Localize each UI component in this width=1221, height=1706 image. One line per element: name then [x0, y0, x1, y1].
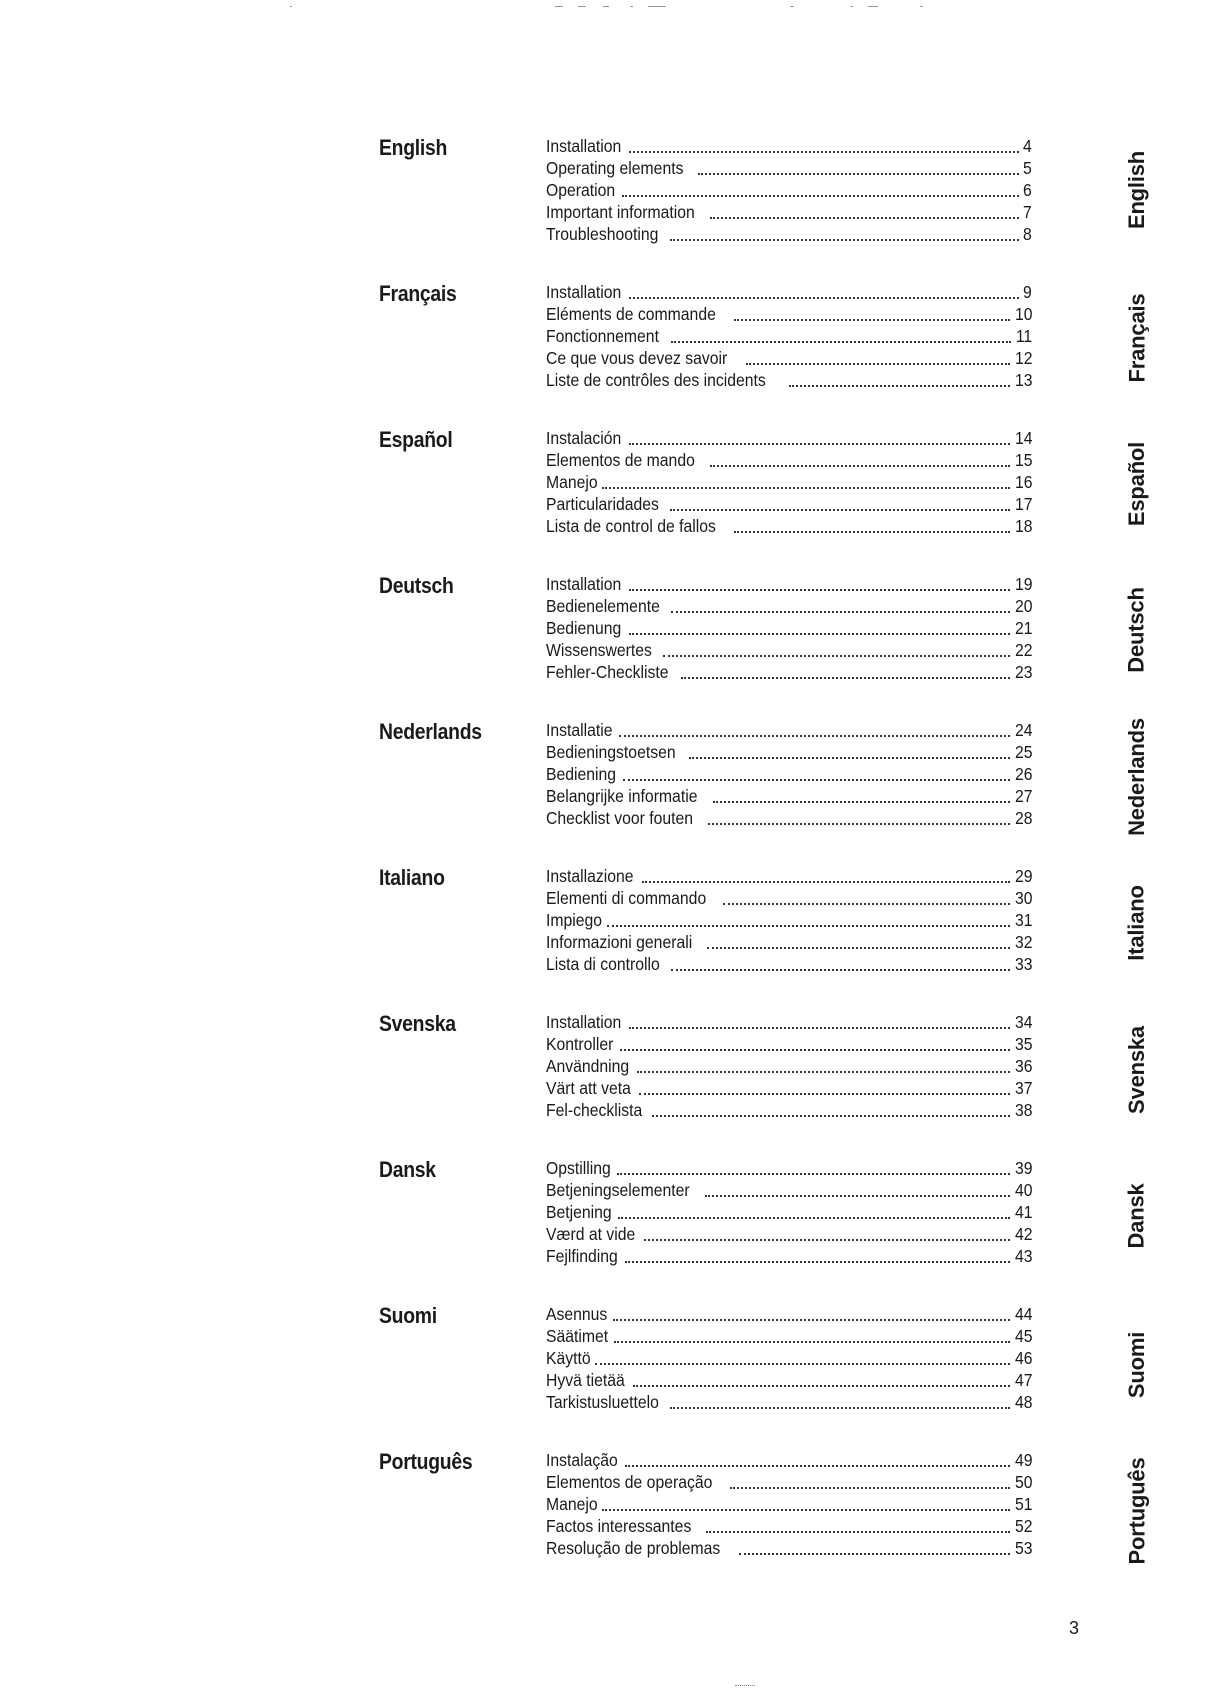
dot-leader — [602, 487, 1009, 489]
dot-leader — [637, 1071, 1009, 1073]
toc-entry[interactable] — [546, 1537, 1032, 1559]
toc-entry[interactable] — [546, 1471, 1032, 1493]
toc-entry[interactable] — [546, 179, 1032, 201]
toc-entry[interactable] — [546, 449, 1032, 471]
toc-entry-title: Elementi di commando — [546, 888, 707, 908]
dot-leader — [739, 1553, 1010, 1555]
language-heading: Suomi — [379, 1303, 437, 1328]
toc-entry-title: Important information — [546, 202, 695, 222]
toc-entry-page: 47 — [1014, 1370, 1032, 1390]
toc-entry-page: 15 — [1014, 450, 1032, 470]
toc-entry[interactable] — [546, 763, 1032, 785]
toc-entry-page: 5 — [1023, 158, 1032, 178]
toc-entry-title: Operation — [546, 180, 616, 200]
dot-leader — [707, 947, 1009, 949]
language-heading: Svenska — [379, 1011, 456, 1036]
toc-entry-title: Ce que vous devez savoir — [546, 348, 728, 368]
toc-entry-page: 20 — [1014, 596, 1032, 616]
toc-entry-page: 18 — [1014, 516, 1032, 536]
toc-entry[interactable] — [546, 1347, 1032, 1369]
language-section — [0, 719, 1221, 849]
toc-entry[interactable] — [546, 325, 1032, 347]
side-tab-text: Dansk — [1124, 1183, 1150, 1249]
toc-entry[interactable] — [546, 1157, 1032, 1179]
dot-leader — [629, 443, 1010, 445]
toc-entry-title: Betjeningselementer — [546, 1180, 690, 1200]
toc-list — [546, 1011, 1032, 1121]
toc-entry-title: Liste de contrôles des incidents — [546, 370, 766, 390]
toc-entry-title: Bedieningstoetsen — [546, 742, 676, 762]
dot-leader — [723, 903, 1010, 905]
toc-entry[interactable] — [546, 471, 1032, 493]
toc-entry[interactable] — [546, 281, 1032, 303]
toc-entry-title: Informazioni generali — [546, 932, 693, 952]
toc-entry-page: 46 — [1014, 1348, 1032, 1368]
toc-entry[interactable] — [546, 515, 1032, 537]
toc-entry-page: 37 — [1014, 1078, 1032, 1098]
side-tab-text: Svenska — [1124, 1026, 1150, 1114]
toc-list — [546, 281, 1032, 391]
toc-entry-page: 23 — [1014, 662, 1032, 682]
toc-entry-page: 42 — [1014, 1224, 1032, 1244]
toc-entry[interactable] — [546, 1493, 1032, 1515]
dot-leader — [706, 1531, 1009, 1533]
toc-entry-page: 49 — [1014, 1450, 1032, 1470]
toc-entry[interactable] — [546, 807, 1032, 829]
toc-entry[interactable] — [546, 931, 1032, 953]
language-section — [0, 1157, 1221, 1287]
toc-entry-page: 41 — [1014, 1202, 1032, 1222]
toc-entry-page: 27 — [1014, 786, 1032, 806]
dot-leader — [625, 1465, 1010, 1467]
toc-entry[interactable] — [546, 157, 1032, 179]
toc-entry[interactable] — [546, 1369, 1032, 1391]
toc-entry-title: Hyvä tietää — [546, 1370, 625, 1390]
toc-entry-page: 52 — [1014, 1516, 1032, 1536]
toc-list — [546, 135, 1032, 245]
dot-leader — [607, 925, 1009, 927]
language-section — [0, 573, 1221, 703]
toc-entry-page: 17 — [1014, 494, 1032, 514]
toc-entry[interactable] — [546, 865, 1032, 887]
dot-leader — [622, 195, 1019, 197]
toc-list — [546, 427, 1032, 537]
toc-entry-title: Operating elements — [546, 158, 684, 178]
toc-entry[interactable] — [546, 223, 1032, 245]
dot-leader — [671, 341, 1011, 343]
toc-entry-page: 31 — [1014, 910, 1032, 930]
toc-entry-page: 32 — [1014, 932, 1032, 952]
dot-leader — [698, 173, 1020, 175]
toc-entry-title: Installazione — [546, 866, 634, 886]
toc-entry-page: 14 — [1014, 428, 1032, 448]
toc-entry-page: 43 — [1014, 1246, 1032, 1266]
dot-leader — [789, 385, 1009, 387]
toc-entry-page: 7 — [1023, 202, 1032, 222]
toc-entry[interactable] — [546, 617, 1032, 639]
toc-entry-page: 28 — [1014, 808, 1032, 828]
toc-entry-title: Eléments de commande — [546, 304, 716, 324]
toc-entry-title: Värt att veta — [546, 1078, 631, 1098]
toc-entry-page: 11 — [1015, 326, 1032, 346]
toc-entry[interactable] — [546, 427, 1032, 449]
toc-entry-title: Fejlfinding — [546, 1246, 618, 1266]
toc-entry-page: 51 — [1014, 1494, 1032, 1514]
toc-entry-page: 45 — [1014, 1326, 1032, 1346]
toc-entry-title: Impiego — [546, 910, 603, 930]
toc-entry[interactable] — [546, 741, 1032, 763]
dot-leader — [730, 1487, 1010, 1489]
toc-entry[interactable] — [546, 1245, 1032, 1267]
toc-entry-page: 12 — [1014, 348, 1032, 368]
dot-leader — [633, 1385, 1010, 1387]
toc-entry-page: 10 — [1014, 304, 1032, 324]
toc-entry[interactable] — [546, 1055, 1032, 1077]
toc-entry-page: 4 — [1023, 136, 1032, 156]
dot-leader — [629, 297, 1020, 299]
toc-entry[interactable] — [546, 1303, 1032, 1325]
toc-entry-title: Fel-checklista — [546, 1100, 643, 1120]
toc-entry-page: 50 — [1014, 1472, 1032, 1492]
toc-entry-title: Elementos de operação — [546, 1472, 713, 1492]
toc-entry-title: Asennus — [546, 1304, 608, 1324]
toc-entry[interactable] — [546, 493, 1032, 515]
toc-entry[interactable] — [546, 719, 1032, 741]
toc-entry[interactable] — [546, 573, 1032, 595]
toc-entry-page: 26 — [1014, 764, 1032, 784]
toc-entry-page: 36 — [1014, 1056, 1032, 1076]
language-section — [0, 1303, 1221, 1433]
toc-entry[interactable] — [546, 347, 1032, 369]
toc-entry[interactable] — [546, 887, 1032, 909]
toc-entry-title: Wissenswertes — [546, 640, 652, 660]
dot-leader — [670, 1407, 1009, 1409]
toc-entry-title: Manejo — [546, 472, 598, 492]
scan-artifacts — [0, 4, 1221, 12]
language-heading: Português — [379, 1449, 473, 1474]
side-tab-label[interactable] — [1124, 130, 1150, 250]
dot-leader — [614, 1341, 1009, 1343]
toc-entry-title: Instalação — [546, 1450, 618, 1470]
toc-entry-title: Bedienelemente — [546, 596, 660, 616]
toc-entry[interactable] — [546, 1099, 1032, 1121]
toc-entry[interactable] — [546, 1179, 1032, 1201]
toc-entry[interactable] — [546, 1515, 1032, 1537]
language-section — [0, 135, 1221, 265]
side-tab-text: Português — [1124, 1457, 1149, 1565]
toc-entry-title: Fehler-Checkliste — [546, 662, 669, 682]
dot-leader — [705, 1195, 1010, 1197]
toc-entry-page: 6 — [1023, 180, 1032, 200]
dot-leader — [670, 239, 1019, 241]
dot-leader — [629, 589, 1010, 591]
toc-entry-page: 48 — [1014, 1392, 1032, 1412]
toc-entry-title: Bediening — [546, 764, 617, 784]
toc-entry-title: Installation — [546, 1012, 622, 1032]
toc-entry[interactable] — [546, 369, 1032, 391]
toc-entry-page: 22 — [1014, 640, 1032, 660]
toc-entry-title: Resolução de problemas — [546, 1538, 721, 1558]
toc-entry[interactable] — [546, 1223, 1032, 1245]
dot-leader — [734, 319, 1010, 321]
language-heading: Dansk — [379, 1157, 436, 1182]
toc-list — [546, 1449, 1032, 1559]
dot-leader — [713, 801, 1009, 803]
toc-entry[interactable] — [546, 1201, 1032, 1223]
toc-entry-title: Installatie — [546, 720, 613, 740]
toc-entry-title: Lista di controllo — [546, 954, 660, 974]
side-tab-label[interactable] — [1124, 571, 1150, 689]
toc-entry-title: Factos interessantes — [546, 1516, 692, 1536]
language-section — [0, 1011, 1221, 1141]
side-tab-label[interactable] — [1124, 425, 1150, 543]
language-heading: Español — [379, 427, 453, 452]
toc-entry-page: 33 — [1014, 954, 1032, 974]
toc-entry-page: 8 — [1023, 224, 1032, 244]
dot-leader — [629, 151, 1020, 153]
toc-entry-page: 21 — [1014, 618, 1032, 638]
dot-leader — [595, 1363, 1010, 1365]
toc-entry[interactable] — [546, 785, 1032, 807]
dot-leader — [619, 735, 1010, 737]
side-tab-label[interactable] — [1124, 1014, 1150, 1126]
toc-entry-title: Installation — [546, 282, 622, 302]
toc-entry-title: Instalación — [546, 428, 622, 448]
dot-leader — [734, 531, 1010, 533]
toc-entry-title: Opstilling — [546, 1158, 611, 1178]
toc-entry-page: 19 — [1014, 574, 1032, 594]
toc-entry-title: Installation — [546, 574, 622, 594]
toc-entry[interactable] — [546, 1449, 1032, 1471]
toc-entry[interactable] — [546, 595, 1032, 617]
side-tab-text: Deutsch — [1124, 587, 1149, 673]
toc-entry-title: Bedienung — [546, 618, 622, 638]
toc-entry-page: 44 — [1014, 1304, 1032, 1324]
language-section — [0, 281, 1221, 411]
language-heading: English — [379, 135, 448, 160]
toc-entry-page: 13 — [1014, 370, 1032, 390]
toc-entry[interactable] — [546, 1077, 1032, 1099]
dot-leader — [710, 465, 1009, 467]
toc-entry-title: Particularidades — [546, 494, 659, 514]
side-tab-label[interactable] — [1124, 1166, 1150, 1266]
scan-artifact-bottom — [735, 1685, 755, 1687]
toc-entry-page: 24 — [1014, 720, 1032, 740]
side-tab-text: Français — [1124, 293, 1149, 383]
dot-leader — [617, 1173, 1010, 1175]
toc-entry-page: 39 — [1014, 1158, 1032, 1178]
toc-entry[interactable] — [546, 661, 1032, 683]
toc-entry-title: Säätimet — [546, 1326, 609, 1346]
toc-list — [546, 865, 1032, 975]
dot-leader — [671, 969, 1009, 971]
dot-leader — [671, 611, 1009, 613]
page-number: 3 — [1069, 1618, 1080, 1638]
toc-entry-page: 16 — [1014, 472, 1032, 492]
toc-list — [546, 719, 1032, 829]
toc-entry[interactable] — [546, 953, 1032, 975]
language-heading: Deutsch — [379, 573, 454, 598]
toc-entry-page: 30 — [1014, 888, 1032, 908]
toc-entry-page: 25 — [1014, 742, 1032, 762]
toc-entry[interactable] — [546, 909, 1032, 931]
toc-entry[interactable] — [546, 201, 1032, 223]
dot-leader — [746, 363, 1009, 365]
language-heading: Nederlands — [379, 719, 482, 744]
side-tab-label[interactable] — [1124, 279, 1150, 397]
dot-leader — [618, 1217, 1010, 1219]
dot-leader — [644, 1239, 1009, 1241]
toc-entry-page: 35 — [1014, 1034, 1032, 1054]
dot-leader — [629, 633, 1010, 635]
toc-entry-title: Fonctionnement — [546, 326, 659, 346]
toc-entry-title: Tarkistusluettelo — [546, 1392, 659, 1412]
language-heading: Français — [379, 281, 457, 306]
toc-entry-title: Installation — [546, 136, 622, 156]
toc-list — [546, 1157, 1032, 1267]
side-tab-label[interactable] — [1124, 710, 1150, 844]
toc-entry-title: Troubleshooting — [546, 224, 659, 244]
toc-entry-page: 29 — [1014, 866, 1032, 886]
side-tab-text: Italiano — [1124, 885, 1150, 961]
toc-list — [546, 1303, 1032, 1413]
toc-entry-title: Lista de control de fallos — [546, 516, 716, 536]
side-tab-text: English — [1124, 150, 1149, 230]
toc-entry-title: Belangrijke informatie — [546, 786, 698, 806]
language-section — [0, 865, 1221, 995]
toc-entry[interactable] — [546, 303, 1032, 325]
language-heading: Italiano — [379, 865, 445, 890]
side-tab-label[interactable] — [1124, 873, 1150, 973]
toc-entry-page: 38 — [1014, 1100, 1032, 1120]
dot-leader — [620, 1049, 1010, 1051]
toc-entry-title: Manejo — [546, 1494, 598, 1514]
dot-leader — [710, 217, 1019, 219]
dot-leader — [602, 1509, 1009, 1511]
toc-entry-page: 40 — [1014, 1180, 1032, 1200]
dot-leader — [625, 1261, 1010, 1263]
dot-leader — [623, 779, 1010, 781]
toc-entry[interactable] — [546, 1325, 1032, 1347]
dot-leader — [639, 1093, 1009, 1095]
toc-entry[interactable] — [546, 135, 1032, 157]
side-tab-text: Español — [1124, 441, 1149, 527]
side-tab-label[interactable] — [1124, 1436, 1150, 1586]
language-section — [0, 1449, 1221, 1579]
toc-entry-title: Betjening — [546, 1202, 612, 1222]
toc-entry[interactable] — [546, 639, 1032, 661]
dot-leader — [670, 509, 1009, 511]
toc-entry-title: Användning — [546, 1056, 630, 1076]
dot-leader — [663, 655, 1010, 657]
dot-leader — [681, 677, 1009, 679]
toc-entry[interactable] — [546, 1033, 1032, 1055]
toc-entry-page: 9 — [1023, 282, 1032, 302]
side-tab-text: Suomi — [1124, 1331, 1150, 1399]
toc-entry[interactable] — [546, 1011, 1032, 1033]
dot-leader — [708, 823, 1009, 825]
toc-entry-title: Kontroller — [546, 1034, 614, 1054]
toc-entry-title: Værd at vide — [546, 1224, 636, 1244]
toc-entry-page: 34 — [1014, 1012, 1032, 1032]
toc-entry-page: 53 — [1014, 1538, 1032, 1558]
language-section — [0, 427, 1221, 557]
toc-entry[interactable] — [546, 1391, 1032, 1413]
dot-leader — [629, 1027, 1010, 1029]
toc-list — [546, 573, 1032, 683]
dot-leader — [689, 757, 1010, 759]
dot-leader — [613, 1319, 1009, 1321]
toc-entry-title: Elementos de mando — [546, 450, 695, 470]
side-tab-label[interactable] — [1124, 1317, 1150, 1413]
dot-leader — [642, 881, 1009, 883]
toc-entry-title: Käyttö — [546, 1348, 591, 1368]
side-tab-text: Nederlands — [1124, 718, 1150, 836]
toc-entry-title: Checklist voor fouten — [546, 808, 694, 828]
dot-leader — [652, 1115, 1010, 1117]
